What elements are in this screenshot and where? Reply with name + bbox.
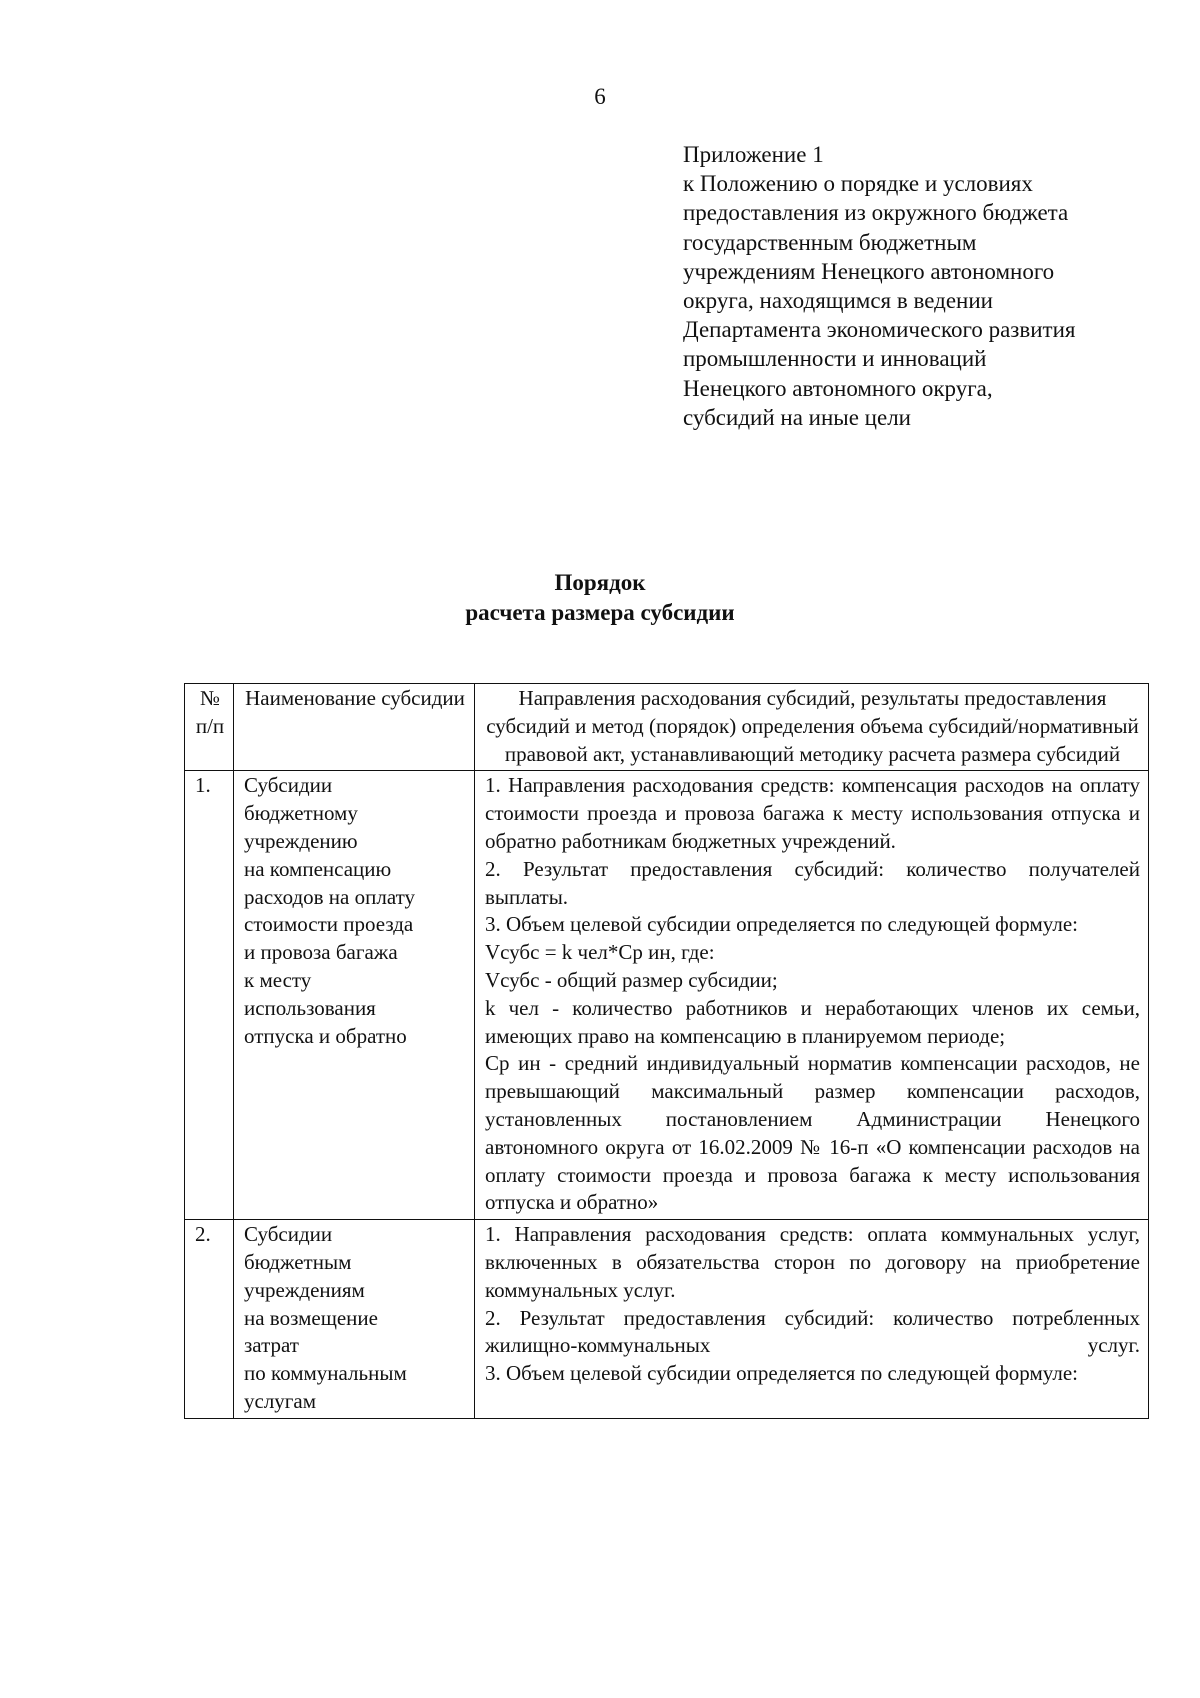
appendix-line: к Положению о порядке и условиях [683, 171, 1033, 197]
description-paragraph: k чел - количество работников и неработающих членов их семьи, имеющих право на компенсацию в планируемом периоде; [485, 995, 1140, 1048]
blank-space [485, 1388, 1140, 1416]
description-paragraph: 3. Объем целевой субсидии определяется по следующей формуле: [485, 1361, 1078, 1386]
row-number: 2. [185, 1220, 234, 1419]
name-line: по коммунальным [244, 1361, 407, 1386]
subsidy-name [234, 1220, 475, 1419]
name-line: учреждениям [244, 1277, 365, 1302]
name-line: отпуска и обратно [244, 1023, 407, 1048]
title-line: Порядок [554, 570, 646, 595]
subtitle-line: расчета размера субсидии [465, 600, 735, 625]
page-number: 6 [594, 84, 606, 109]
table-header-row [185, 684, 1149, 771]
description-paragraph: Vсубс - общий размер субсидии; [485, 967, 778, 992]
header-name: Наименование субсидии [234, 684, 475, 771]
name-line: к месту [244, 967, 312, 992]
appendix-line: Приложение 1 [683, 142, 824, 167]
name-line: Субсидии [244, 773, 333, 798]
subsidy-description [475, 771, 1149, 1220]
appendix-line: субсидий на иные цели [683, 404, 911, 430]
appendix-line: Ненецкого автономного округа, [683, 375, 993, 401]
header-number: № п/п [185, 684, 234, 771]
description-paragraph: 2. Результат предоставления субсидий: количество потребленных жилищно-коммунальных услуг. [485, 1305, 1140, 1358]
name-line: услугам [244, 1388, 317, 1413]
appendix-line: промышленности и инноваций [683, 346, 987, 372]
formula: Vсубс = k чел*Ср ин, где: [485, 940, 715, 965]
description-paragraph: 3. Объем целевой субсидии определяется по следующей формуле: [485, 912, 1078, 937]
appendix-line: учреждениям Ненецкого автономного [683, 258, 1055, 284]
appendix-note [683, 140, 1153, 432]
subsidy-name [234, 771, 475, 1220]
name-line: стоимости проезда [244, 912, 414, 937]
subsidy-table [184, 683, 1149, 1419]
description-paragraph: 1. Направления расходования средств: оплата коммунальных услуг, включенных в обязательства сторон по договору на приобретение коммунальных услуг. [485, 1222, 1140, 1302]
description-paragraph: Ср ин - средний индивидуальный норматив компенсации расходов, не превышающий максимальный размер компенсации расходов, установленных постановлением Администрации Ненецкого автономного округа от 16.02.2009 № 16-п «О компенсации расходов на оплату стоимости проезда и провоза багажа к месту использования отпуска и обратно» [485, 1051, 1140, 1215]
name-line: на возмещение [244, 1305, 378, 1330]
name-line: бюджетному [244, 801, 358, 826]
name-line: затрат [244, 1333, 299, 1358]
table-row [185, 1220, 1149, 1419]
appendix-line: округа, находящимся в ведении [683, 288, 993, 314]
description-paragraph: 1. Направления расходования средств: компенсация расходов на оплату стоимости проезда и провоза багажа к месту использования отпуска и обратно работникам бюджетных учреждений. [485, 773, 1140, 853]
name-line: на компенсацию [244, 856, 392, 881]
description-paragraph: 2. Результат предоставления субсидий: количество получателей выплаты. [485, 856, 1140, 909]
name-line: Субсидии [244, 1222, 333, 1247]
table-row [185, 771, 1149, 1220]
appendix-line: государственным бюджетным [683, 229, 977, 255]
header-description: Направления расходования субсидий, результаты предоставления субсидий и метод (порядок) определения объема субсидий/нормативный правовой акт, устанавливающий методику расчета размера субсидий [475, 684, 1149, 771]
row-number: 1. [185, 771, 234, 1220]
name-line: бюджетным [244, 1249, 352, 1274]
name-line: использования [244, 995, 376, 1020]
name-line: учреждению [244, 828, 358, 853]
appendix-line: Департамента экономического развития [683, 317, 1076, 343]
appendix-line: предоставления из окружного бюджета [683, 200, 1069, 226]
name-line: расходов на оплату [244, 884, 416, 909]
document-title [0, 568, 1200, 628]
name-line: и провоза багажа [244, 940, 398, 965]
subsidy-description [475, 1220, 1149, 1419]
